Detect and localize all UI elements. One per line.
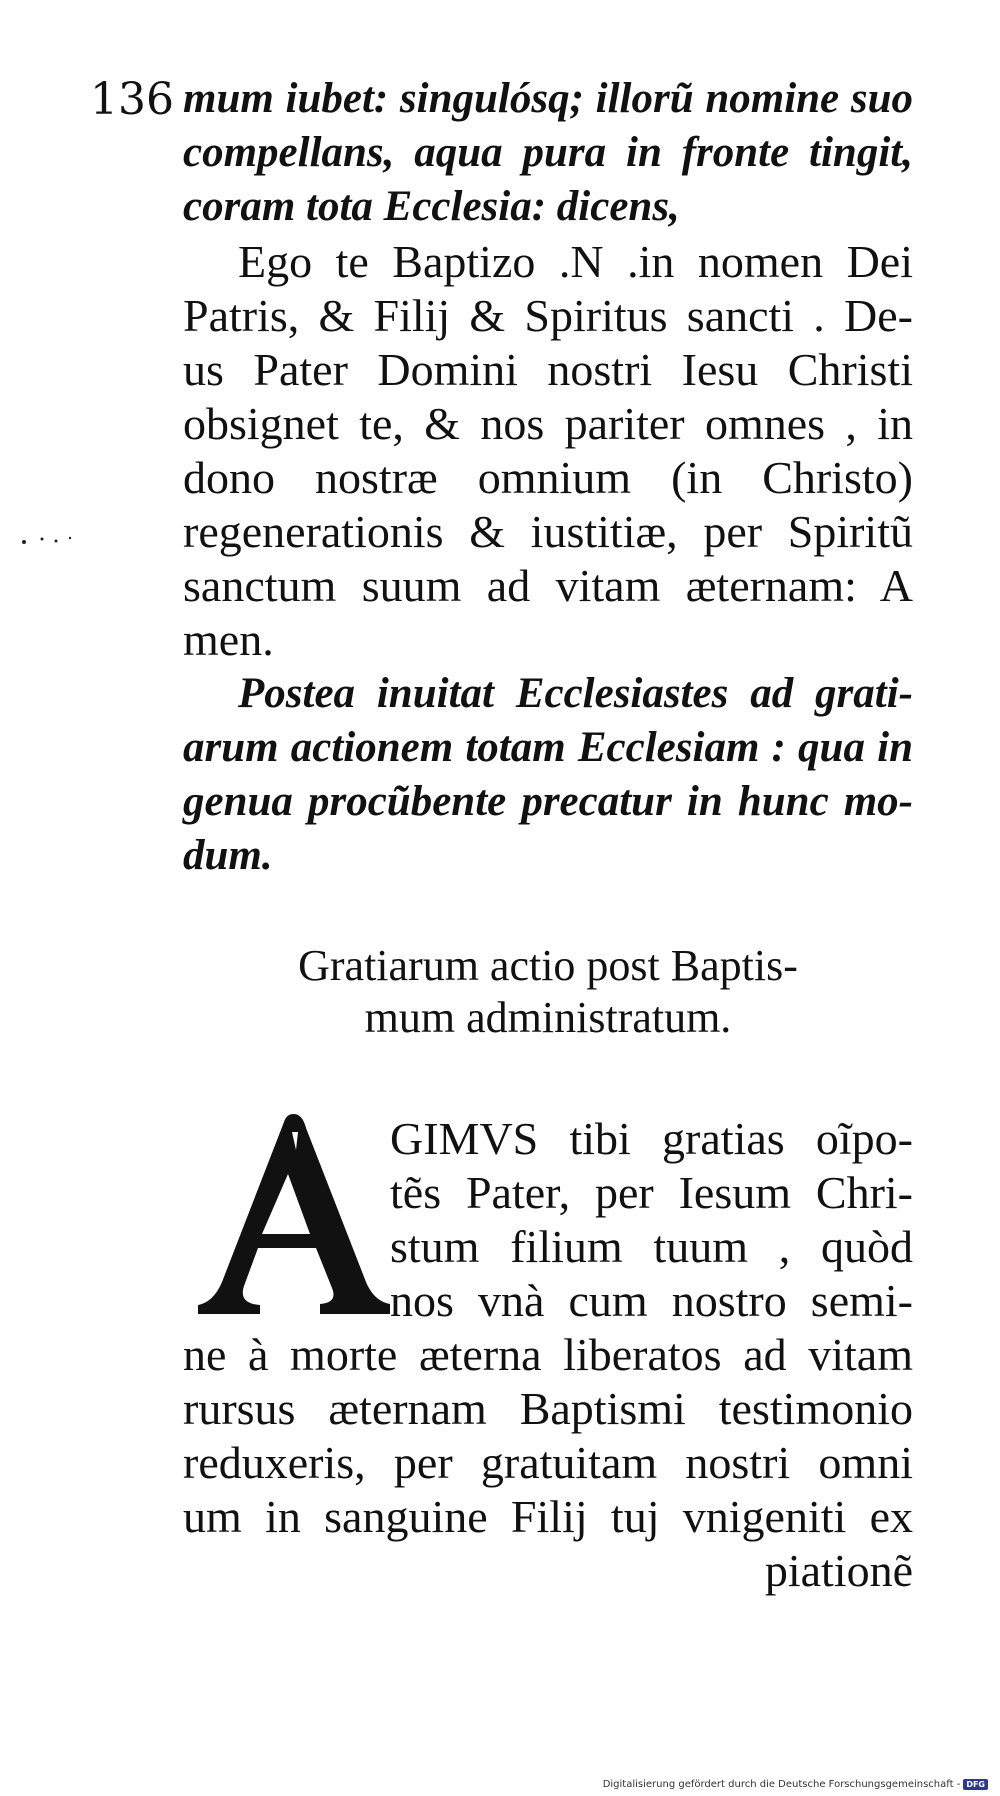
credit-text: Digitalisierung gefördert durch die Deutsche Forschungsgemeinschaft - — [602, 1779, 961, 1790]
text-line: arum actionem totam Ecclesiam : qua in — [183, 724, 913, 771]
rubric-instruction — [183, 667, 913, 883]
text-line: sanctum suum ad vitam æternam: A — [183, 560, 913, 611]
baptism-formula — [183, 235, 913, 667]
text-line: GIMVS tibi gratias oĩpo- — [390, 1113, 913, 1164]
text-line: regenerationis & iustitiæ, per Spiritũ — [183, 506, 913, 557]
text-line: reduxeris, per gratuitam nostri omni — [183, 1437, 913, 1488]
text-line: Patris, & Filij & Spiritus sancti . De- — [183, 290, 913, 341]
dfg-logo: DFG — [963, 1779, 988, 1790]
text-line: ne à morte æterna liberatos ad vitam — [183, 1329, 913, 1380]
text-line: dono nostræ omnium (in Christo) — [183, 452, 913, 503]
text-line: Ego te Baptizo .N .in nomen Dei — [238, 236, 913, 287]
section-heading — [183, 940, 913, 1044]
top-italic-block — [183, 72, 913, 234]
text-line: obsignet te, & nos pariter omnes , in — [183, 398, 913, 449]
text-line: um in sanguine Filij tuj vnigeniti ex — [183, 1491, 913, 1542]
text-line: men. — [183, 614, 274, 665]
text-line: stum filium tuum , quòd — [390, 1221, 913, 1272]
prayer-beside-cap — [390, 1112, 913, 1328]
page-number: 136 — [90, 74, 174, 125]
text-line: Postea inuitat Ecclesiastes ad grati- — [238, 670, 913, 717]
drop-cap-a-icon — [196, 1110, 392, 1315]
text-line: genua procũbente precatur in hunc mo- — [183, 778, 913, 825]
text-line: mum iubet: singulósq; illorũ nomine suo — [183, 75, 913, 122]
heading-line: mum administratum. — [364, 993, 732, 1042]
text-line: nos vnà cum nostro semi- — [390, 1275, 913, 1326]
text-line: rursus æternam Baptismi testimonio — [183, 1383, 913, 1434]
digitization-credit — [603, 1779, 988, 1790]
text-line: compellans, aqua pura in fronte tingit, — [183, 129, 913, 176]
text-line: dum. — [183, 832, 273, 879]
text-line: coram tota Ecclesia: dicens, — [183, 183, 680, 230]
prayer-continuation — [183, 1328, 913, 1598]
text-line: us Pater Domini nostri Iesu Christi — [183, 344, 913, 395]
text-line: tẽs Pater, per Iesum Chri- — [390, 1167, 913, 1218]
catchword: piationẽ — [764, 1545, 913, 1596]
heading-line: Gratiarum actio post Baptis- — [298, 941, 798, 990]
ink-specks-icon — [20, 530, 80, 550]
